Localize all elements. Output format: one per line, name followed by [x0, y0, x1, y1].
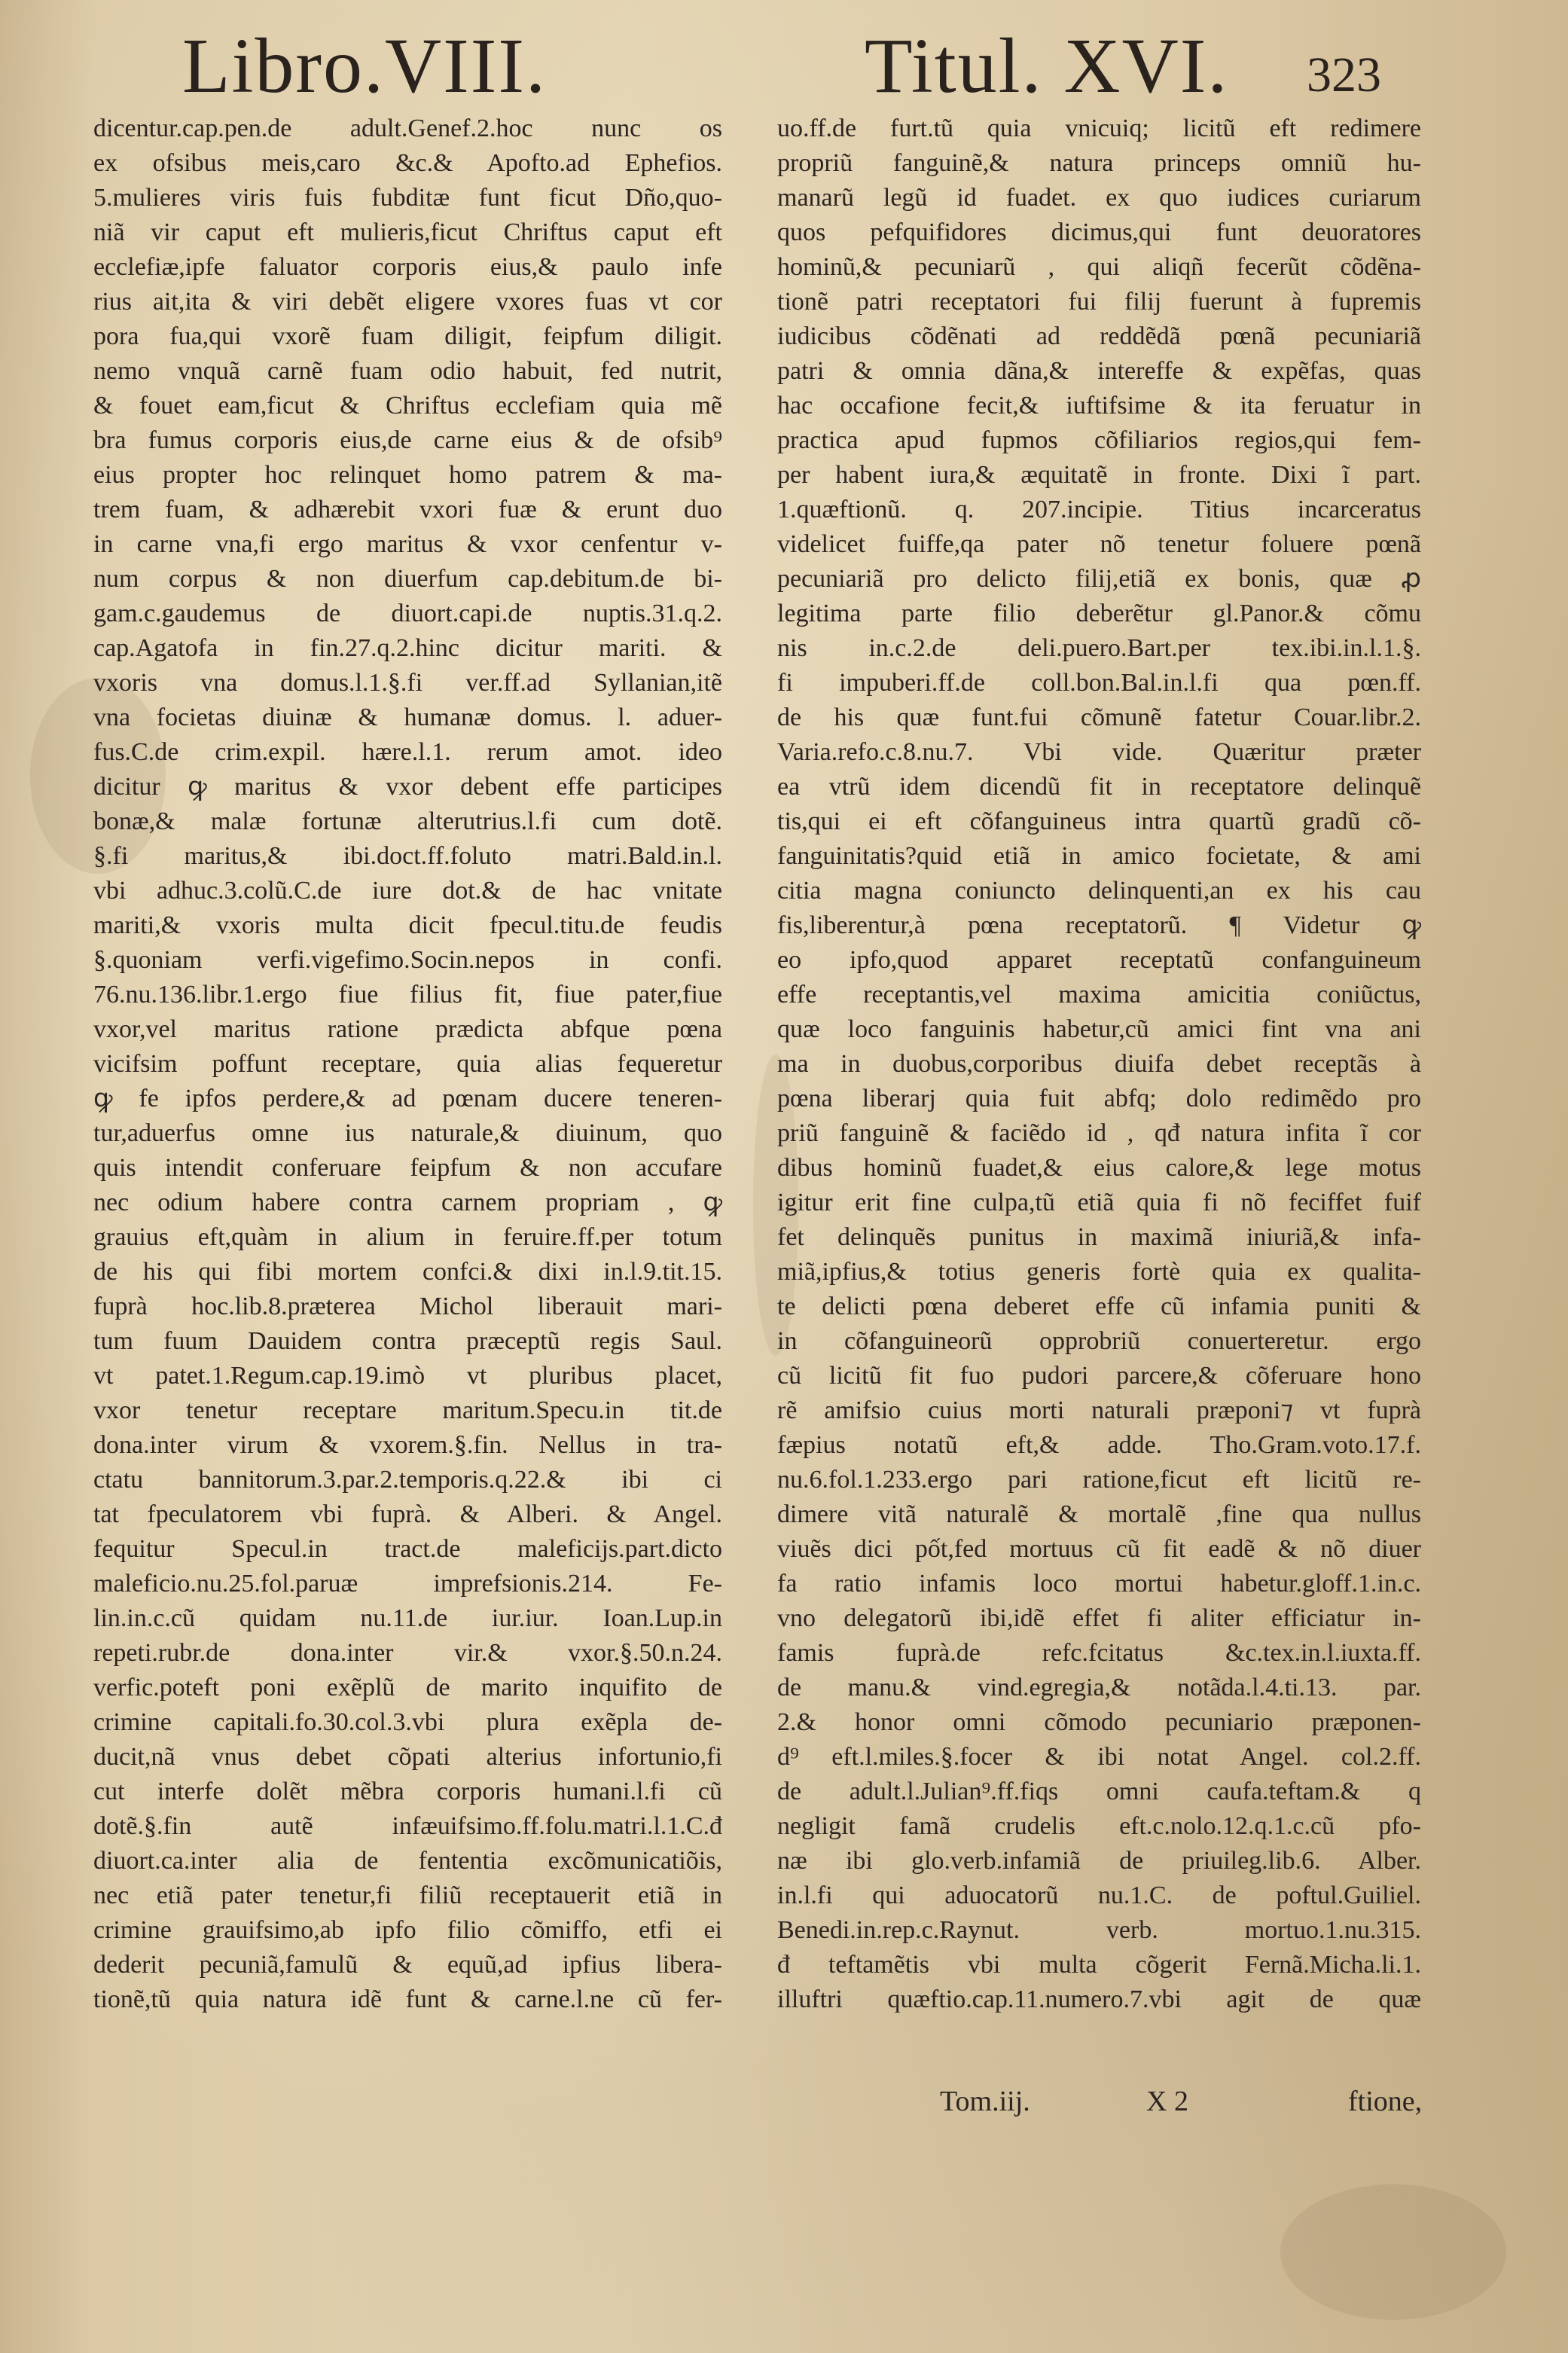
- text-line: ex ofsibus meis,caro &c.& Apofto.ad Ephefios.: [93, 149, 722, 177]
- text-line: ecclefiæ,ipfe faluator corporis eius,& paulo infe: [93, 253, 722, 281]
- text-line: vxor tenetur receptare maritum.Specu.in tit.de: [93, 1396, 722, 1424]
- text-line: repeti.rubr.de dona.inter vir.& vxor.§.50.n.24.: [93, 1639, 722, 1667]
- text-line: rẽ amifsio cuius morti naturali præponi⁊ vt fuprà: [777, 1396, 1421, 1424]
- text-line: §.quoniam verfi.vigefimo.Socin.nepos in confi.: [93, 946, 722, 974]
- left-column: [93, 111, 722, 2017]
- text-line: hac occafione fecit,& iuftifsime & ita feruatur in: [777, 392, 1421, 420]
- text-line: niã vir caput eft mulieris,ficut Chriftus caput eft: [93, 218, 722, 246]
- text-line: nec etiã pater tenetur,fi filiũ receptauerit etiã in: [93, 1881, 722, 1909]
- text-line: vt patet.1.Regum.cap.19.imò vt pluribus placet,: [93, 1362, 722, 1390]
- text-line: miã,ipfius,& totius generis fortè quia ex qualita-: [777, 1258, 1421, 1286]
- running-title-right: Titul. XVI.: [865, 23, 1229, 109]
- text-line: & fouet eam,ficut & Chriftus ecclefiam quia mẽ: [93, 392, 722, 420]
- text-line: mariti,& vxoris multa dicit fpecul.titu.de feudis: [93, 911, 722, 939]
- text-line: videlicet fuiffe,qa pater nõ tenetur foluere pœnã: [777, 530, 1421, 558]
- text-line: trem fuam, & adhærebit vxori fuæ & erunt duo: [93, 496, 722, 523]
- text-line: §.fi maritus,& ibi.doct.ff.foluto matri.Bald.in.l.: [93, 842, 722, 870]
- text-line: 5.mulieres viris fuis fubditæ funt ficut Dño,quo-: [93, 184, 722, 212]
- text-line: fi impuberi.ff.de coll.bon.Bal.in.l.fi qua pœn.ff.: [777, 669, 1421, 697]
- text-line: manarũ legũ id fuadet. ex quo iudices curiarum: [777, 184, 1421, 212]
- paper-stain: [1280, 2184, 1506, 2320]
- text-line: fet delinquẽs punitus in maximã iniuriã,& infa-: [777, 1223, 1421, 1251]
- text-line: maleficio.nu.25.fol.paruæ imprefsionis.214. Fe-: [93, 1570, 722, 1598]
- text-line: cut interfe dolẽt mẽbra corporis humani.l.fi cũ: [93, 1778, 722, 1805]
- text-line: vna focietas diuinæ & humanæ domus. l. aduer-: [93, 703, 722, 731]
- text-line: bra fumus corporis eius,de carne eius & de ofsib⁹: [93, 426, 722, 454]
- text-line: d⁹ eft.l.miles.§.focer & ibi notat Angel. col.2.ff.: [777, 1743, 1421, 1771]
- text-line: pecuniariã pro delicto filij,etiã ex bonis, quæ ꝓ: [777, 565, 1421, 593]
- text-line: te delicti pœna deberet effe cũ infamia puniti &: [777, 1292, 1421, 1320]
- text-line: Benedi.in.rep.c.Raynut. verb. mortuo.1.nu.315.: [777, 1916, 1421, 1944]
- text-line: tum fuum Dauidem contra præceptũ regis Saul.: [93, 1327, 722, 1355]
- text-line: fanguinitatis?quid etiã in amico focietate, & ami: [777, 842, 1421, 870]
- text-line: famis fuprà.de refc.fcitatus &c.tex.in.l.iuxta.ff.: [777, 1639, 1421, 1667]
- leaf-signature: X 2: [1146, 2086, 1188, 2117]
- text-line: num corpus & non diuerfum cap.debitum.de bi-: [93, 565, 722, 593]
- text-line: ducit,nã vnus debet cõpati alterius infortunio,fi: [93, 1743, 722, 1771]
- text-line: dicitur ꝙ maritus & vxor debent effe participes: [93, 773, 722, 801]
- text-line: quæ loco fanguinis habetur,cũ amici fint vna ani: [777, 1015, 1421, 1043]
- page-footer: [0, 2085, 1568, 2130]
- text-line: cũ licitũ fit fuo pudori parcere,& cõferuare hono: [777, 1362, 1421, 1390]
- text-line: effe receptantis,vel maxima amicitia coniũctus,: [777, 981, 1421, 1009]
- text-line: bonæ,& malæ fortunæ alterutrius.l.fi cum dotẽ.: [93, 807, 722, 835]
- text-line: negligit famã crudelis eft.c.nolo.12.q.1.c.cũ pfo-: [777, 1812, 1421, 1840]
- text-line: priũ fanguinẽ & faciẽdo id , qđ natura infita ĩ cor: [777, 1119, 1421, 1147]
- text-line: cap.Agatofa in fin.27.q.2.hinc dicitur mariti. &: [93, 634, 722, 662]
- text-line: in carne vna,fi ergo maritus & vxor cenfentur v-: [93, 530, 722, 558]
- text-line: nis in.c.2.de deli.puero.Bart.per tex.ibi.in.l.1.§.: [777, 634, 1421, 662]
- text-line: crimine capitali.fo.30.col.3.vbi plura exẽpla de-: [93, 1708, 722, 1736]
- text-line: nec odium habere contra carnem propriam , ꝙ: [93, 1189, 722, 1216]
- text-line: diuort.ca.inter alia de fententia excõmunicatiõis,: [93, 1847, 722, 1875]
- text-line: dotẽ.§.fin autẽ infæuifsimo.ff.folu.matri.l.1.C.đ: [93, 1812, 722, 1840]
- text-line: propriũ fanguinẽ,& natura princeps omniũ hu-: [777, 149, 1421, 177]
- text-line: dona.inter virum & vxorem.§.fin. Nellus in tra-: [93, 1431, 722, 1459]
- text-line: dimere vitã naturalẽ & mortalẽ ,fine qua nullus: [777, 1500, 1421, 1528]
- text-line: per habent iura,& æquitatẽ in fronte. Dixi ĩ part.: [777, 461, 1421, 489]
- text-line: ma in duobus,corporibus diuifa debet receptãs à: [777, 1050, 1421, 1078]
- text-line: fis,liberentur,à pœna receptatorũ. ¶ Videtur ꝙ: [777, 911, 1421, 939]
- text-line: ctatu bannitorum.3.par.2.temporis.q.22.& ibi ci: [93, 1466, 722, 1494]
- text-line: practica apud fupmos cõfiliarios regios,qui fem-: [777, 426, 1421, 454]
- text-line: de adult.l.Julian⁹.ff.fiqs omni caufa.teftam.& q: [777, 1778, 1421, 1805]
- text-line: fequitur Specul.in tract.de maleficijs.part.dicto: [93, 1535, 722, 1563]
- text-line: uo.ff.de furt.tũ quia vnicuiq; licitũ eft redimere: [777, 114, 1421, 142]
- text-line: fuprà hoc.lib.8.præterea Michol liberauit mari-: [93, 1292, 722, 1320]
- text-line: ea vtrũ idem dicendũ fit in receptatore delinquẽ: [777, 773, 1421, 801]
- text-line: vxoris vna domus.l.1.§.fi ver.ff.ad Syllanian,itẽ: [93, 669, 722, 697]
- text-line: nu.6.fol.1.233.ergo pari ratione,ficut eft licitũ re-: [777, 1466, 1421, 1494]
- text-line: citia magna coniuncto delinquenti,an ex his cau: [777, 877, 1421, 905]
- text-line: ꝙ fe ipfos perdere,& ad pœnam ducere teneren-: [93, 1085, 722, 1112]
- text-line: tur,aduerfus omne ius naturale,& diuinum, quo: [93, 1119, 722, 1147]
- text-line: eius propter hoc relinquet homo patrem & ma-: [93, 461, 722, 489]
- text-line: dicentur.cap.pen.de adult.Genef.2.hoc nunc os: [93, 114, 722, 142]
- text-line: tis,qui ei eft cõfanguineus intra quartũ gradũ cõ-: [777, 807, 1421, 835]
- text-line: pœna liberarj quia fuit abfq; dolo redimẽdo pro: [777, 1085, 1421, 1112]
- text-line: dibus hominũ fuadet,& eius calore,& lege motus: [777, 1154, 1421, 1182]
- text-line: nemo vnquã carnẽ fuam odio habuit, fed nutrit,: [93, 357, 722, 385]
- text-line: eo ipfo,quod apparet receptatũ confanguineum: [777, 946, 1421, 974]
- right-column: [777, 111, 1421, 2017]
- text-line: vbi adhuc.3.colũ.C.de iure dot.& de hac vnitate: [93, 877, 722, 905]
- text-line: legitima parte filio deberẽtur gl.Panor.& cõmu: [777, 600, 1421, 627]
- text-line: vicifsim poffunt receptare, quia alias fequeretur: [93, 1050, 722, 1078]
- text-line: gam.c.gaudemus de diuort.capi.de nuptis.31.q.2.: [93, 600, 722, 627]
- text-line: verfic.poteft poni exẽplũ de marito inquifito de: [93, 1674, 722, 1701]
- catchword: ftione,: [1348, 2086, 1423, 2117]
- text-line: iudicibus cõdẽnati ad reddẽdã pœnã pecuniariã: [777, 322, 1421, 350]
- text-line: đ teftamẽtis vbi multa cõgerit Fernã.Micha.li.1.: [777, 1951, 1421, 1979]
- text-line: de manu.& vind.egregia,& notãda.l.4.ti.13. par.: [777, 1674, 1421, 1701]
- text-line: fus.C.de crim.expil. hære.l.1. rerum amot. ideo: [93, 738, 722, 766]
- text-line: 2.& honor omni cõmodo pecuniario præponen-: [777, 1708, 1421, 1736]
- text-line: vxor,vel maritus ratione prædicta abfque pœna: [93, 1015, 722, 1043]
- text-line: rius ait,ita & viri debẽt eligere vxores fuas vt cor: [93, 288, 722, 316]
- text-line: dederit pecuniã,famulũ & equũ,ad ipfius libera-: [93, 1951, 722, 1979]
- text-line: in cõfanguineorũ opprobriũ conuerteretur. ergo: [777, 1327, 1421, 1355]
- text-line: tionẽ patri receptatori fui filij fuerunt à fupremis: [777, 288, 1421, 316]
- text-line: tat fpeculatorem vbi fuprà. & Alberi. & Angel.: [93, 1500, 722, 1528]
- running-title-left: Libro.VIII.: [182, 23, 548, 109]
- text-line: de his quæ funt.fui cõmunẽ fatetur Couar.libr.2.: [777, 703, 1421, 731]
- text-line: illuftri quæftio.cap.11.numero.7.vbi agit de quæ: [777, 1985, 1421, 2013]
- running-header: [0, 15, 1568, 109]
- text-line: de his qui fibi mortem confci.& dixi in.l.9.tit.15.: [93, 1258, 722, 1286]
- text-line: 76.nu.136.libr.1.ergo fiue filius fit, fiue pater,fiue: [93, 981, 722, 1009]
- volume-signature: Tom.iij.: [940, 2086, 1030, 2117]
- text-line: lin.in.c.cũ quidam nu.11.de iur.iur. Ioan.Lup.in: [93, 1604, 722, 1632]
- text-line: viuẽs dici pốt,fed mortuus cũ fit eadẽ & nõ diuer: [777, 1535, 1421, 1563]
- text-line: quos pefquifidores dicimus,qui funt deuoratores: [777, 218, 1421, 246]
- text-line: fa ratio infamis loco mortui habetur.gloff.1.in.c.: [777, 1570, 1421, 1598]
- text-line: grauius eft,quàm in alium in feruire.ff.per totum: [93, 1223, 722, 1251]
- text-line: quis intendit conferuare feipfum & non accufare: [93, 1154, 722, 1182]
- text-line: næ ibi glo.verb.infamiã de priuileg.lib.6. Alber.: [777, 1847, 1421, 1875]
- text-line: Varia.refo.c.8.nu.7. Vbi vide. Quæritur præter: [777, 738, 1421, 766]
- text-line: fæpius notatũ eft,& adde. Tho.Gram.voto.17.f.: [777, 1431, 1421, 1459]
- text-line: in.l.fi qui aduocatorũ nu.1.C. de poftul.Guiliel.: [777, 1881, 1421, 1909]
- text-line: vno delegatorũ ibi,idẽ effet fi aliter efficiatur in-: [777, 1604, 1421, 1632]
- text-line: tionẽ,tũ quia natura idẽ funt & carne.l.ne cũ fer-: [93, 1985, 722, 2013]
- text-line: igitur erit fine culpa,tũ etiã quia fi nõ feciffet fuif: [777, 1189, 1421, 1216]
- text-line: pora fua,qui vxorẽ fuam diligit, feipfum diligit.: [93, 322, 722, 350]
- page-number: 323: [1307, 47, 1381, 102]
- text-line: 1.quæftionũ. q. 207.incipie. Titius incarceratus: [777, 496, 1421, 523]
- text-line: crimine grauifsimo,ab ipfo filio cõmiffo, etfi ei: [93, 1916, 722, 1944]
- text-line: patri & omnia dãna,& intereffe & expẽfas, quas: [777, 357, 1421, 385]
- text-columns: [0, 111, 1568, 2107]
- text-line: hominũ,& pecuniarũ , qui aliqñ fecerũt cõdẽna-: [777, 253, 1421, 281]
